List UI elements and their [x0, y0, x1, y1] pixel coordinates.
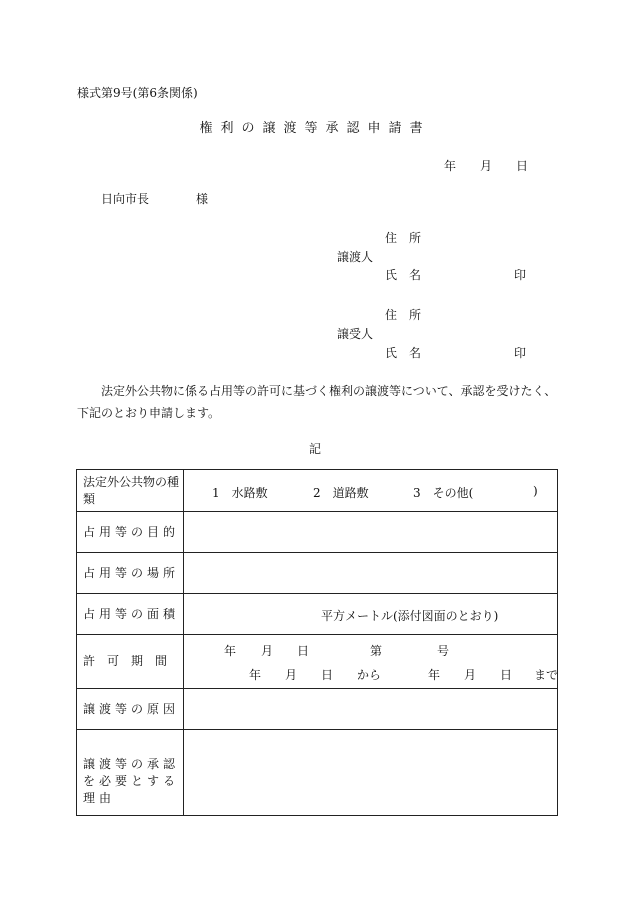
- table-row: [77, 594, 558, 635]
- period-month-2: 月: [285, 668, 298, 682]
- transferee-address-label: 住 所: [385, 308, 422, 322]
- body-text: 法定外公共物に係る占用等の許可に基づく権利の譲渡等について、承認を受けたく、下記のとおり申請します。: [77, 384, 557, 420]
- table-row: [77, 553, 558, 594]
- purpose-label: 占用等の目的: [77, 512, 184, 553]
- period-number-suffix: 号: [437, 644, 450, 658]
- period-day-1: 日: [297, 644, 310, 658]
- table-row: [77, 635, 558, 689]
- necessity-value: [184, 730, 558, 816]
- period-year-2: 年: [249, 668, 262, 682]
- period-number-prefix: 第: [370, 644, 383, 658]
- date-month-label: 月: [480, 159, 493, 173]
- period-year-3: 年: [428, 668, 441, 682]
- period-day-2: 日: [321, 668, 334, 682]
- transferee-name-label: 氏 名: [385, 346, 422, 360]
- necessity-label: 譲渡等の承認を必要とする理由: [77, 730, 184, 816]
- area-value: 平方メートル(添付図面のとおり): [321, 609, 499, 623]
- type-option-other-close: ): [533, 484, 538, 498]
- application-table: [76, 469, 558, 816]
- date-year-label: 年: [444, 159, 457, 173]
- transferee-seal: 印: [514, 346, 527, 360]
- period-month-3: 月: [464, 668, 477, 682]
- place-label: 占用等の場所: [77, 553, 184, 594]
- type-option-road: 2 道路敷: [313, 486, 369, 500]
- reason-value: [184, 689, 558, 730]
- reason-label: 譲渡等の原因: [77, 689, 184, 730]
- transferor-name-label: 氏 名: [385, 268, 422, 282]
- period-until: まで: [534, 668, 559, 682]
- transferor-seal: 印: [514, 268, 527, 282]
- period-month-1: 月: [261, 644, 274, 658]
- form-number: 様式第9号(第6条関係): [77, 86, 198, 100]
- table-row: [77, 512, 558, 553]
- addressee: 日向市長: [101, 192, 150, 206]
- place-value: [184, 553, 558, 594]
- type-options: [184, 470, 558, 512]
- table-row: [77, 470, 558, 512]
- transferor-role-label: 譲渡人: [337, 250, 374, 264]
- ki-heading: 記: [308, 442, 321, 456]
- document-title: 権利の譲渡等承認申請書: [199, 121, 431, 136]
- purpose-value: [184, 512, 558, 553]
- period-day-3: 日: [500, 668, 513, 682]
- period-label: 許可期間: [77, 635, 184, 689]
- transferee-role-label: 譲受人: [337, 327, 374, 341]
- table-row: [77, 689, 558, 730]
- period-value-cell: [184, 635, 558, 689]
- date-day-label: 日: [516, 159, 529, 173]
- area-value-cell: [184, 594, 558, 635]
- honorific: 様: [196, 192, 209, 206]
- type-option-waterway: 1 水路敷: [212, 486, 268, 500]
- table-row: [77, 730, 558, 816]
- period-year-1: 年: [224, 644, 237, 658]
- period-from: から: [357, 668, 382, 682]
- type-option-other: 3 その他(: [413, 486, 474, 500]
- type-label: 法定外公共物の種類: [77, 470, 184, 512]
- transferor-address-label: 住 所: [385, 231, 422, 245]
- area-label: 占用等の面積: [77, 594, 184, 635]
